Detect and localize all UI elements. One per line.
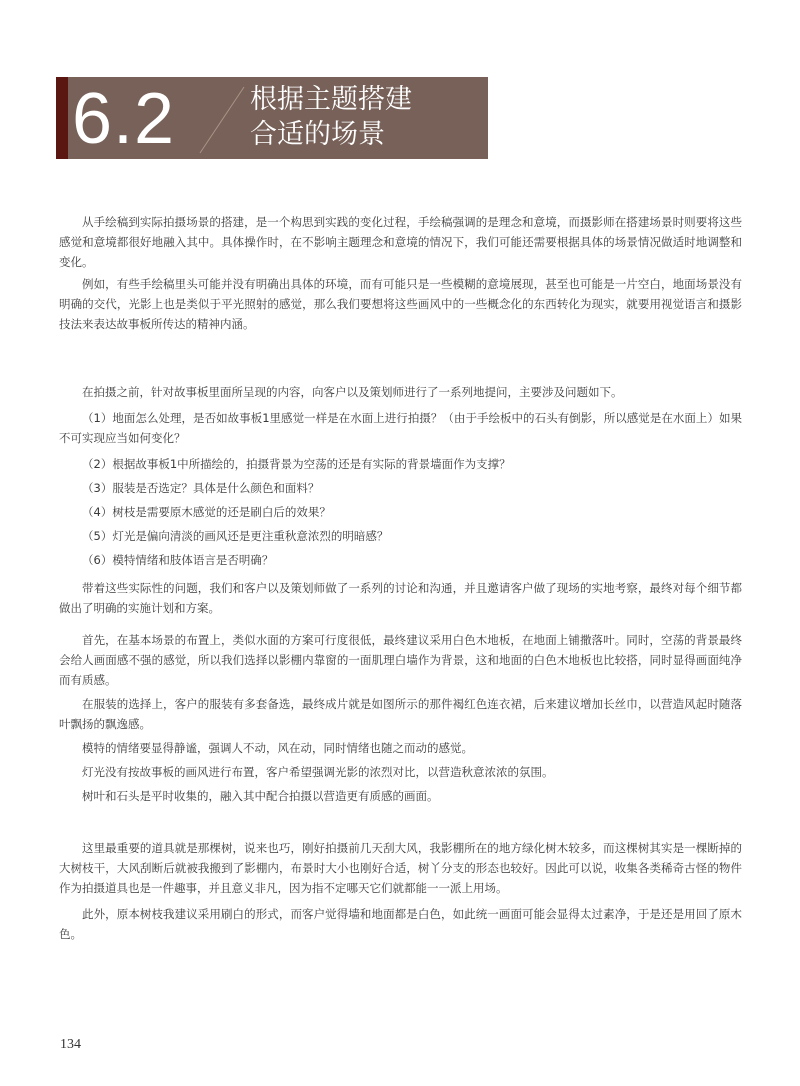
- paragraph-example: 例如，有些手绘稿里头可能并没有明确出具体的环境，而有可能只是一些模糊的意境展现，甚至也可能是一片空白，地面场景没有明确的交代，光影上也是类似于平光照射的感觉，那么我们要想将这些画风中的一些概念化的东西转化为现实，就要用视觉语言和摄影技法来表达故事板所传达的精神内涵。: [59, 277, 742, 331]
- paragraph-tree-story: 这里最重要的道具就是那棵树，说来也巧，刚好拍摄前几天刮大风，我影棚所在的地方绿化树木较多，而这棵树其实是一棵断掉的大树枝干，大风刮断后就被我搬到了影棚内，布景时大小也刚好合适，树丫分支的形态也较好。因此可以说，收集各类稀奇古怪的物件作为拍摄道具也是一件趣事，并且意义非凡，因为指不定哪天它们就都能一一派上用场。: [59, 841, 742, 895]
- question-item-6: （6）模特情绪和肢体语言是否明确？: [82, 553, 274, 567]
- header-slash-decoration: [196, 83, 256, 155]
- question-item-4: （4）树枝是需要原木感觉的还是刷白后的效果？: [82, 505, 331, 519]
- paragraph-tree-color: 此外，原本树枝我建议采用刷白的形式，而客户觉得墙和地面都是白色，如此统一画面可能会显得太过素净，于是还是用回了原木色。: [59, 907, 742, 941]
- question-item-5: （5）灯光是偏向清淡的画风还是更注重秋意浓烈的明暗感？: [82, 529, 389, 543]
- paragraph-scene-setup: 首先，在基本场景的布置上，类似水面的方案可行度很低，最终建议采用白色木地板，在地面上铺撒落叶。同时，空荡的背景最终会给人画面感不强的感觉，所以我们选择以影棚内靠窗的一面肌理白墙作为背景，这和地面的白色木地板也比较搭，同时显得画面纯净而有质感。: [59, 633, 742, 687]
- paragraph-costume: 在服装的选择上，客户的服装有多套备选，最终成片就是如图所示的那件褐红色连衣裙，后来建议增加长丝巾，以营造风起时随落叶飘扬的飘逸感。: [59, 697, 742, 731]
- article-body: [59, 212, 742, 944]
- question-item-3: （3）服装是否选定？具体是什么颜色和面料？: [82, 481, 320, 495]
- paragraph-questions-intro: 在拍摄之前，针对故事板里面所呈现的内容，向客户以及策划师进行了一系列地提问，主要涉及问题如下。: [82, 385, 623, 399]
- chapter-header: [56, 77, 488, 159]
- paragraph-discussion: 带着这些实际性的问题，我们和客户以及策划师做了一系列的讨论和沟通，并且邀请客户做了现场的实地考察，最终对每个细节都做出了明确的实施计划和方案。: [59, 581, 742, 615]
- page-number: 134: [60, 1037, 81, 1052]
- chapter-title: [250, 82, 412, 152]
- paragraph-props: 树叶和石头是平时收集的，融入其中配合拍摄以营造更有质感的画面。: [82, 789, 439, 803]
- chapter-title-line-2: 合适的场景: [250, 119, 385, 150]
- question-item-2: （2）根据故事板1中所描绘的，拍摄背景为空荡的还是有实际的背景墙面作为支撑？: [82, 457, 511, 471]
- chapter-title-line-1: 根据主题搭建: [250, 84, 412, 115]
- header-accent-bar: [56, 77, 68, 159]
- question-item-1: （1）地面怎么处理，是否如故事板1里感觉一样是在水面上进行拍摄？（由于手绘板中的石头有倒影，所以感觉是在水面上）如果不可实现应当如何变化？: [59, 411, 742, 445]
- paragraph-intro: 从手绘稿到实际拍摄场景的搭建，是一个构思到实践的变化过程，手绘稿强调的是理念和意境，而摄影师在搭建场景时则要将这些感觉和意境都很好地融入其中。具体操作时，在不影响主题理念和意境的情况下，我们可能还需要根据具体的场景情况做适时地调整和变化。: [59, 215, 742, 269]
- paragraph-lighting: 灯光没有按故事板的画风进行布置，客户希望强调光影的浓烈对比，以营造秋意浓浓的氛围。: [82, 765, 554, 779]
- chapter-number: 6.2: [72, 79, 176, 159]
- paragraph-model-mood: 模特的情绪要显得静谧，强调人不动，风在动，同时情绪也随之而动的感觉。: [82, 741, 473, 755]
